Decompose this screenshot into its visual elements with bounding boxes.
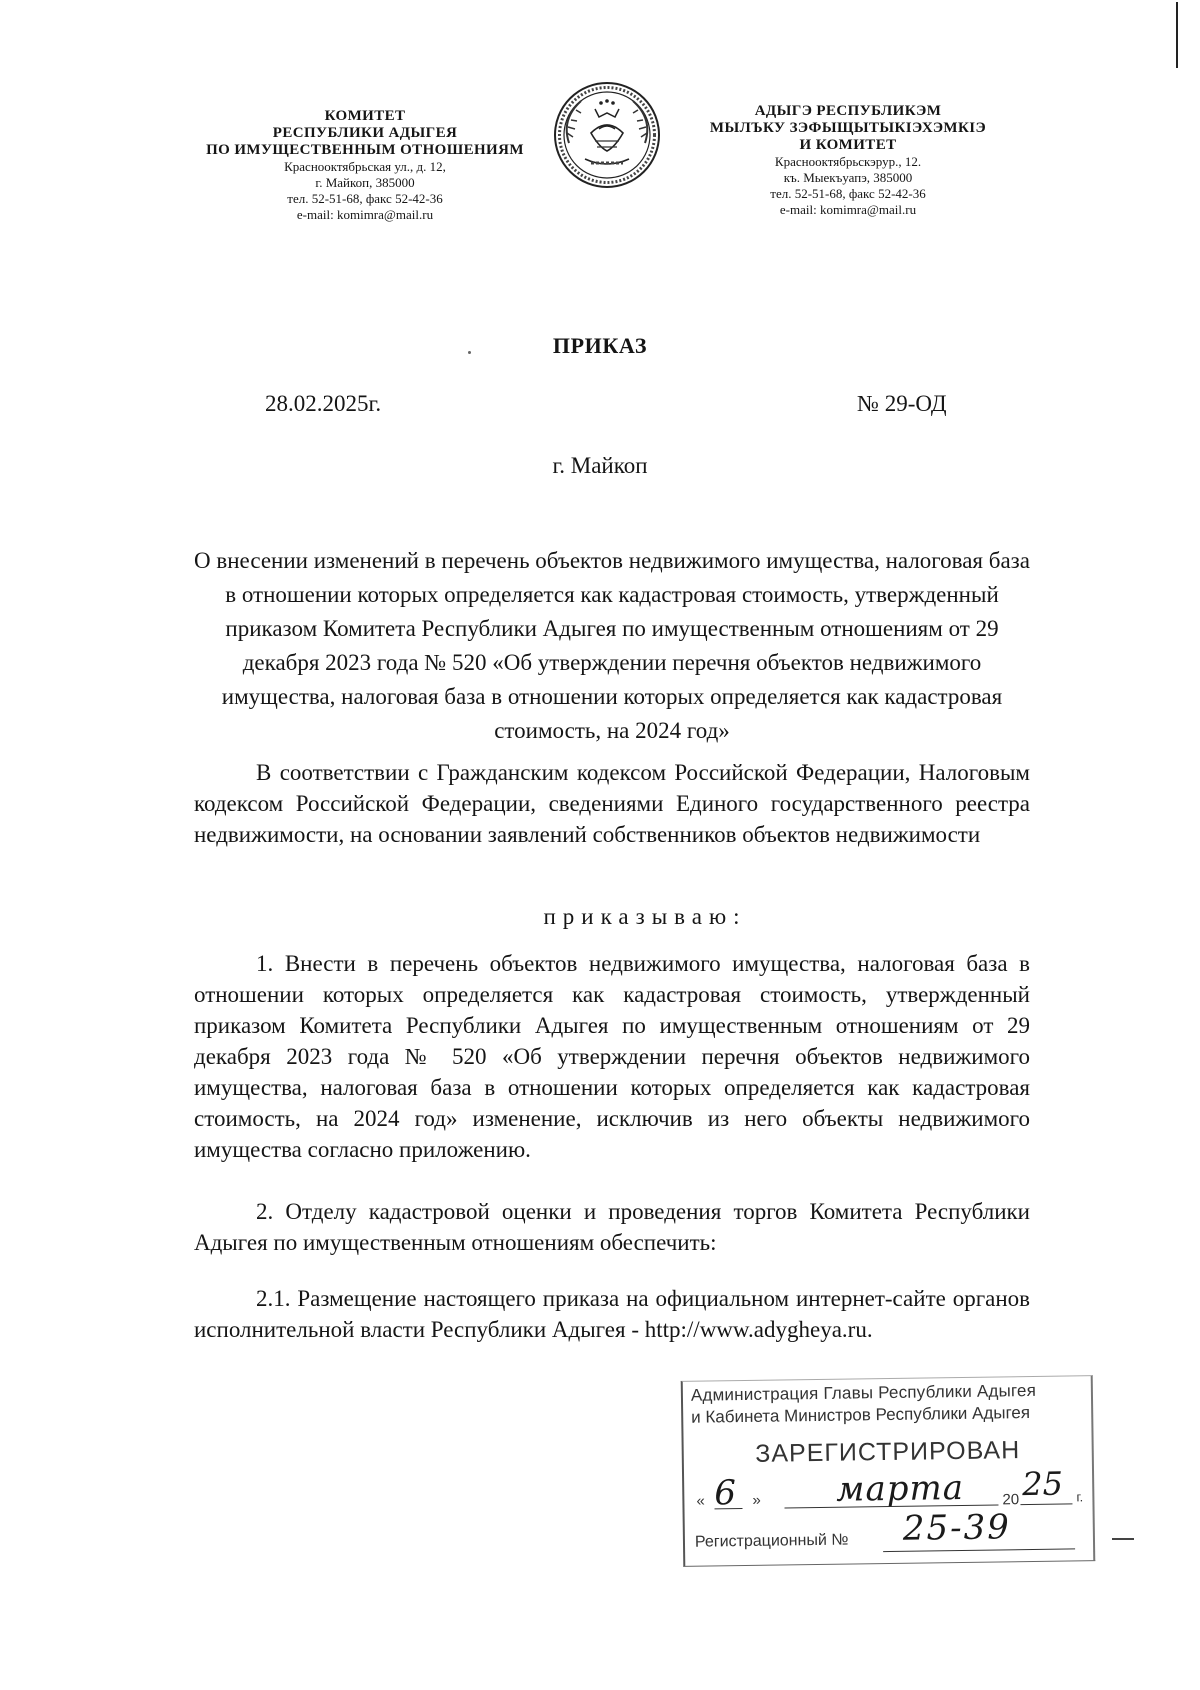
item-2-paragraph: 2. Отделу кадастровой оценки и проведения торгов Комитета Республики Адыгея по имущественным отношениям обеспечить: (194, 1199, 1030, 1255)
email-line: e-mail: komimra@mail.ru (296, 207, 434, 222)
header-right-ady (668, 103, 1028, 218)
stamp-day-handwritten: 6 (714, 1473, 737, 1514)
org-name-line: МЫЛЪКУ ЗЭФЫЩЫТЫКIЭХЭМКIЭ (709, 120, 987, 136)
address-line: г. Майкоп, 385000 (315, 175, 415, 190)
scan-margin-dash (1112, 1538, 1134, 1540)
preamble-paragraph: В соответствии с Гражданским кодексом Российской Федерации, Налоговым кодексом Российской Федерации, сведениями Единого государственного реестра недвижимости, на основании заявлений собственников объектов недвижимости (194, 760, 1030, 847)
stamp-month-handwritten: марта (835, 1467, 965, 1510)
coat-of-arms-emblem-icon (551, 79, 663, 191)
document-subject: О внесении изменений в перечень объектов недвижимого имущества, налоговая база в отношении которых определяется как кадастровая стоимость, утвержденный приказом Комитета Республики Адыгея по имущественным отношениям от 29 декабря 2023 года № 520 «Об утверждении перечня объектов недвижимого имущества, налоговая база в отношении которых определяется как кадастровая стоимость, на 2024 год» (194, 548, 1030, 743)
stamp-reg-number-label: Регистрационный № (694, 1531, 849, 1551)
item-1-paragraph: 1. Внести в перечень объектов недвижимого имущества, налоговая база в отношении которых определяется как кадастровая стоимость, утвержденный приказом Комитета Республики Адыгея по имущественным отношениям от 29 декабря 2023 года № 520 «Об утверждении перечня объектов недвижимого имущества, налоговая база в отношении которых определяется как кадастровая стоимость, на 2024 год» изменение, исключив из него объекты недвижимого имущества согласно приложению. (194, 951, 1030, 1162)
phone-line: тел. 52-51-68, факс 52-42-36 (770, 186, 926, 201)
org-name-line: КОМИТЕТ (324, 108, 406, 124)
address-line: Краснооктябрьская ул., д. 12, (284, 159, 446, 174)
stamp-org-line-1: Администрация Главы Республики Адыгея (690, 1380, 1037, 1405)
stamp-reg-number-underline (883, 1548, 1075, 1552)
address-line: Краснооктябрьскэрур., 12. (774, 154, 922, 169)
org-name-line: И КОМИТЕТ (799, 137, 897, 153)
stamp-year-suffix: г. (1076, 1489, 1084, 1505)
phone-line: тел. 52-51-68, факс 52-42-36 (287, 191, 443, 206)
document-city: г. Майкоп (552, 453, 648, 478)
order-word: приказываю: (543, 904, 747, 929)
org-name-line: ПО ИМУЩЕСТВЕННЫМ ОТНОШЕНИЯМ (206, 142, 524, 158)
registration-stamp (681, 1375, 1096, 1567)
stamp-quote-close: » (752, 1491, 761, 1509)
stamp-org-line-2: и Кабинета Министров Республики Адыгея (691, 1403, 1031, 1427)
item-2-1-paragraph: 2.1. Размещение настоящего приказа на официальном интернет-сайте органов исполнительной власти Республики Адыгея - http://www.adygheya.ru. (194, 1286, 1030, 1342)
stamp-quote-open: « (696, 1492, 705, 1510)
email-line: e-mail: komimra@mail.ru (779, 202, 917, 217)
stamp-year-underline (1020, 1503, 1072, 1505)
address-line: къ. Мыекъуапэ, 385000 (783, 170, 913, 185)
org-name-line: РЕСПУБЛИКИ АДЫГЕЯ (272, 125, 458, 141)
stamp-year-prefix: 20 (1002, 1491, 1020, 1509)
document-date: 28.02.2025г. (265, 391, 382, 416)
stamp-day-underline (715, 1508, 743, 1509)
document-number: № 29-ОД (857, 391, 947, 416)
document-title: ПРИКАЗ (552, 333, 648, 358)
stamp-registered-label: ЗАРЕГИСТРИРОВАН (755, 1436, 1021, 1468)
org-name-line: АДЫГЭ РЕСПУБЛИКЭМ (754, 103, 942, 119)
stamp-year-handwritten: 25 (1021, 1464, 1064, 1504)
stamp-reg-number-handwritten: 25-39 (902, 1507, 1012, 1549)
header-left-ru (175, 108, 555, 223)
scan-margin-line (1176, 2, 1178, 68)
